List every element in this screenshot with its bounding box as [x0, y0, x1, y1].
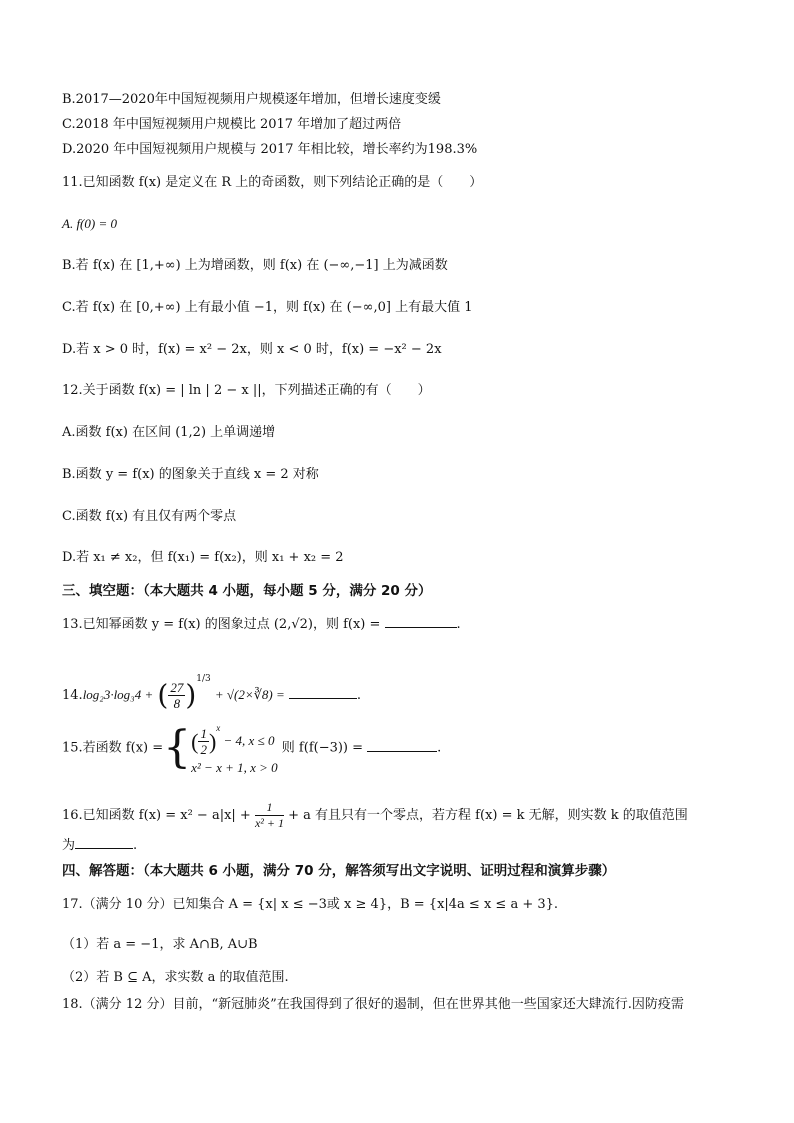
question-14-tail: + √(2×∛8) =	[214, 687, 285, 702]
question-15-piece1: − 4, x ≤ 0	[223, 732, 275, 748]
question-12-stem: 12.关于函数 f(x) = | ln | 2 − x ||，下列描述正确的有（ ）	[62, 383, 431, 398]
question-12-option-d: D.若 x₁ ≠ x₂，但 f(x₁) = f(x₂)，则 x₁ + x₂ = 2	[62, 550, 344, 565]
option-c-prev: C.2018 年中国短视频用户规模比 2017 年增加了超过两倍	[62, 117, 402, 132]
question-11-stem: 11.已知函数 f(x) 是定义在 R 上的奇函数，则下列结论正确的是（ ）	[62, 175, 483, 190]
question-18-stem: 18.（满分 12 分）目前，“新冠肺炎”在我国得到了很好的遏制，但在世界其他一些国家还大肆流行.因防疫需	[62, 997, 684, 1012]
question-15-half-num: 1	[200, 726, 207, 742]
question-13-text: 13.已知幂函数 y = f(x) 的图象过点 (2,√2)，则 f(x) =	[62, 617, 381, 632]
question-15-exponent: x	[216, 722, 221, 733]
answer-blank	[367, 739, 437, 752]
question-14-frac-den: 8	[173, 696, 181, 711]
question-15: 15.若函数 f(x) ={ ( $\frac{1}{2}$ )$^x$ − 4, x ≤ 0 x² − x + 1, x > 0 则 f(f(−3)) = .	[62, 714, 441, 782]
answer-blank	[289, 686, 357, 699]
question-17-part-1: （1）若 a = −1，求 A∩B, A∪B	[62, 937, 258, 952]
question-16-frac-num: 1	[255, 800, 284, 816]
question-17-part-2: （2）若 B ⊆ A，求实数 a 的取值范围.	[62, 970, 289, 985]
question-11-option-d: D.若 x > 0 时，f(x) = x² − 2x，则 x < 0 时，f(x) = −x² − 2x	[62, 342, 442, 357]
question-13: 13.已知幂函数 y = f(x) 的图象过点 (2,√2)，则 f(x) = .	[62, 617, 461, 632]
question-16-frac-den: x² + 1	[254, 816, 284, 830]
question-16	[62, 796, 688, 836]
question-16-prefix: 16.已知函数 f(x) = x² − a|x| +	[62, 808, 251, 823]
question-12-option-c: C.函数 f(x) 有且仅有两个零点	[62, 509, 237, 524]
question-14-logs: log₂3·log₃4 +	[82, 687, 154, 702]
answer-blank	[385, 615, 457, 628]
question-11-option-c: C.若 f(x) 在 [0,+∞) 上有最小值 −1，则 f(x) 在 (−∞,0] 上有最大值 1	[62, 300, 473, 315]
question-15-piece2: x² − x + 1, x > 0	[191, 760, 278, 776]
question-14-prefix: 14.	[62, 688, 83, 703]
question-14-frac-num: 27	[170, 680, 184, 695]
option-d-prev: D.2020 年中国短视频用户规模与 2017 年相比较，增长率约为198.3%	[62, 142, 478, 157]
question-16-tail: + a 有且只有一个零点，若方程 f(x) = k 无解，则实数 k 的取值范围	[288, 808, 688, 823]
question-12-option-b: B.函数 y = f(x) 的图象关于直线 x = 2 对称	[62, 467, 319, 482]
question-16-line-2: 为 .	[62, 838, 138, 853]
question-11-option-a: A. f(0) = 0	[62, 216, 117, 231]
question-17-stem: 17.（满分 10 分）已知集合 A = {x| x ≤ −3或 x ≥ 4}，B = {x|4a ≤ x ≤ a + 3}.	[62, 897, 559, 912]
section-3-heading: 三、填空题：（本大题共 4 小题，每小题 5 分，满分 20 分）	[62, 583, 432, 599]
option-b-prev: B.2017—2020年中国短视频用户规模逐年增加，但增长速度变缓	[62, 92, 441, 107]
question-15-ask: 则 f(f(−3)) =	[281, 740, 364, 756]
question-14: 14.log₂3·log₃4 + ( $\frac{27}{8}$ )$^{1/3}$ + √(2×∛8) = .	[62, 674, 362, 712]
section-4-heading: 四、解答题：（本大题共 6 小题，满分 70 分，解答须写出文字说明、证明过程和演算步骤）	[62, 863, 616, 879]
question-14-exponent: 1/3	[196, 674, 211, 684]
question-12-option-a: A.函数 f(x) 在区间 (1,2) 上单调递增	[62, 425, 276, 440]
question-15-half-den: 2	[200, 742, 207, 758]
question-15-prefix: 15.若函数 f(x) =	[62, 740, 164, 756]
answer-blank	[75, 836, 133, 849]
question-11-option-b: B.若 f(x) 在 [1,+∞) 上为增函数，则 f(x) 在 (−∞,−1] 上为减函数	[62, 258, 448, 273]
